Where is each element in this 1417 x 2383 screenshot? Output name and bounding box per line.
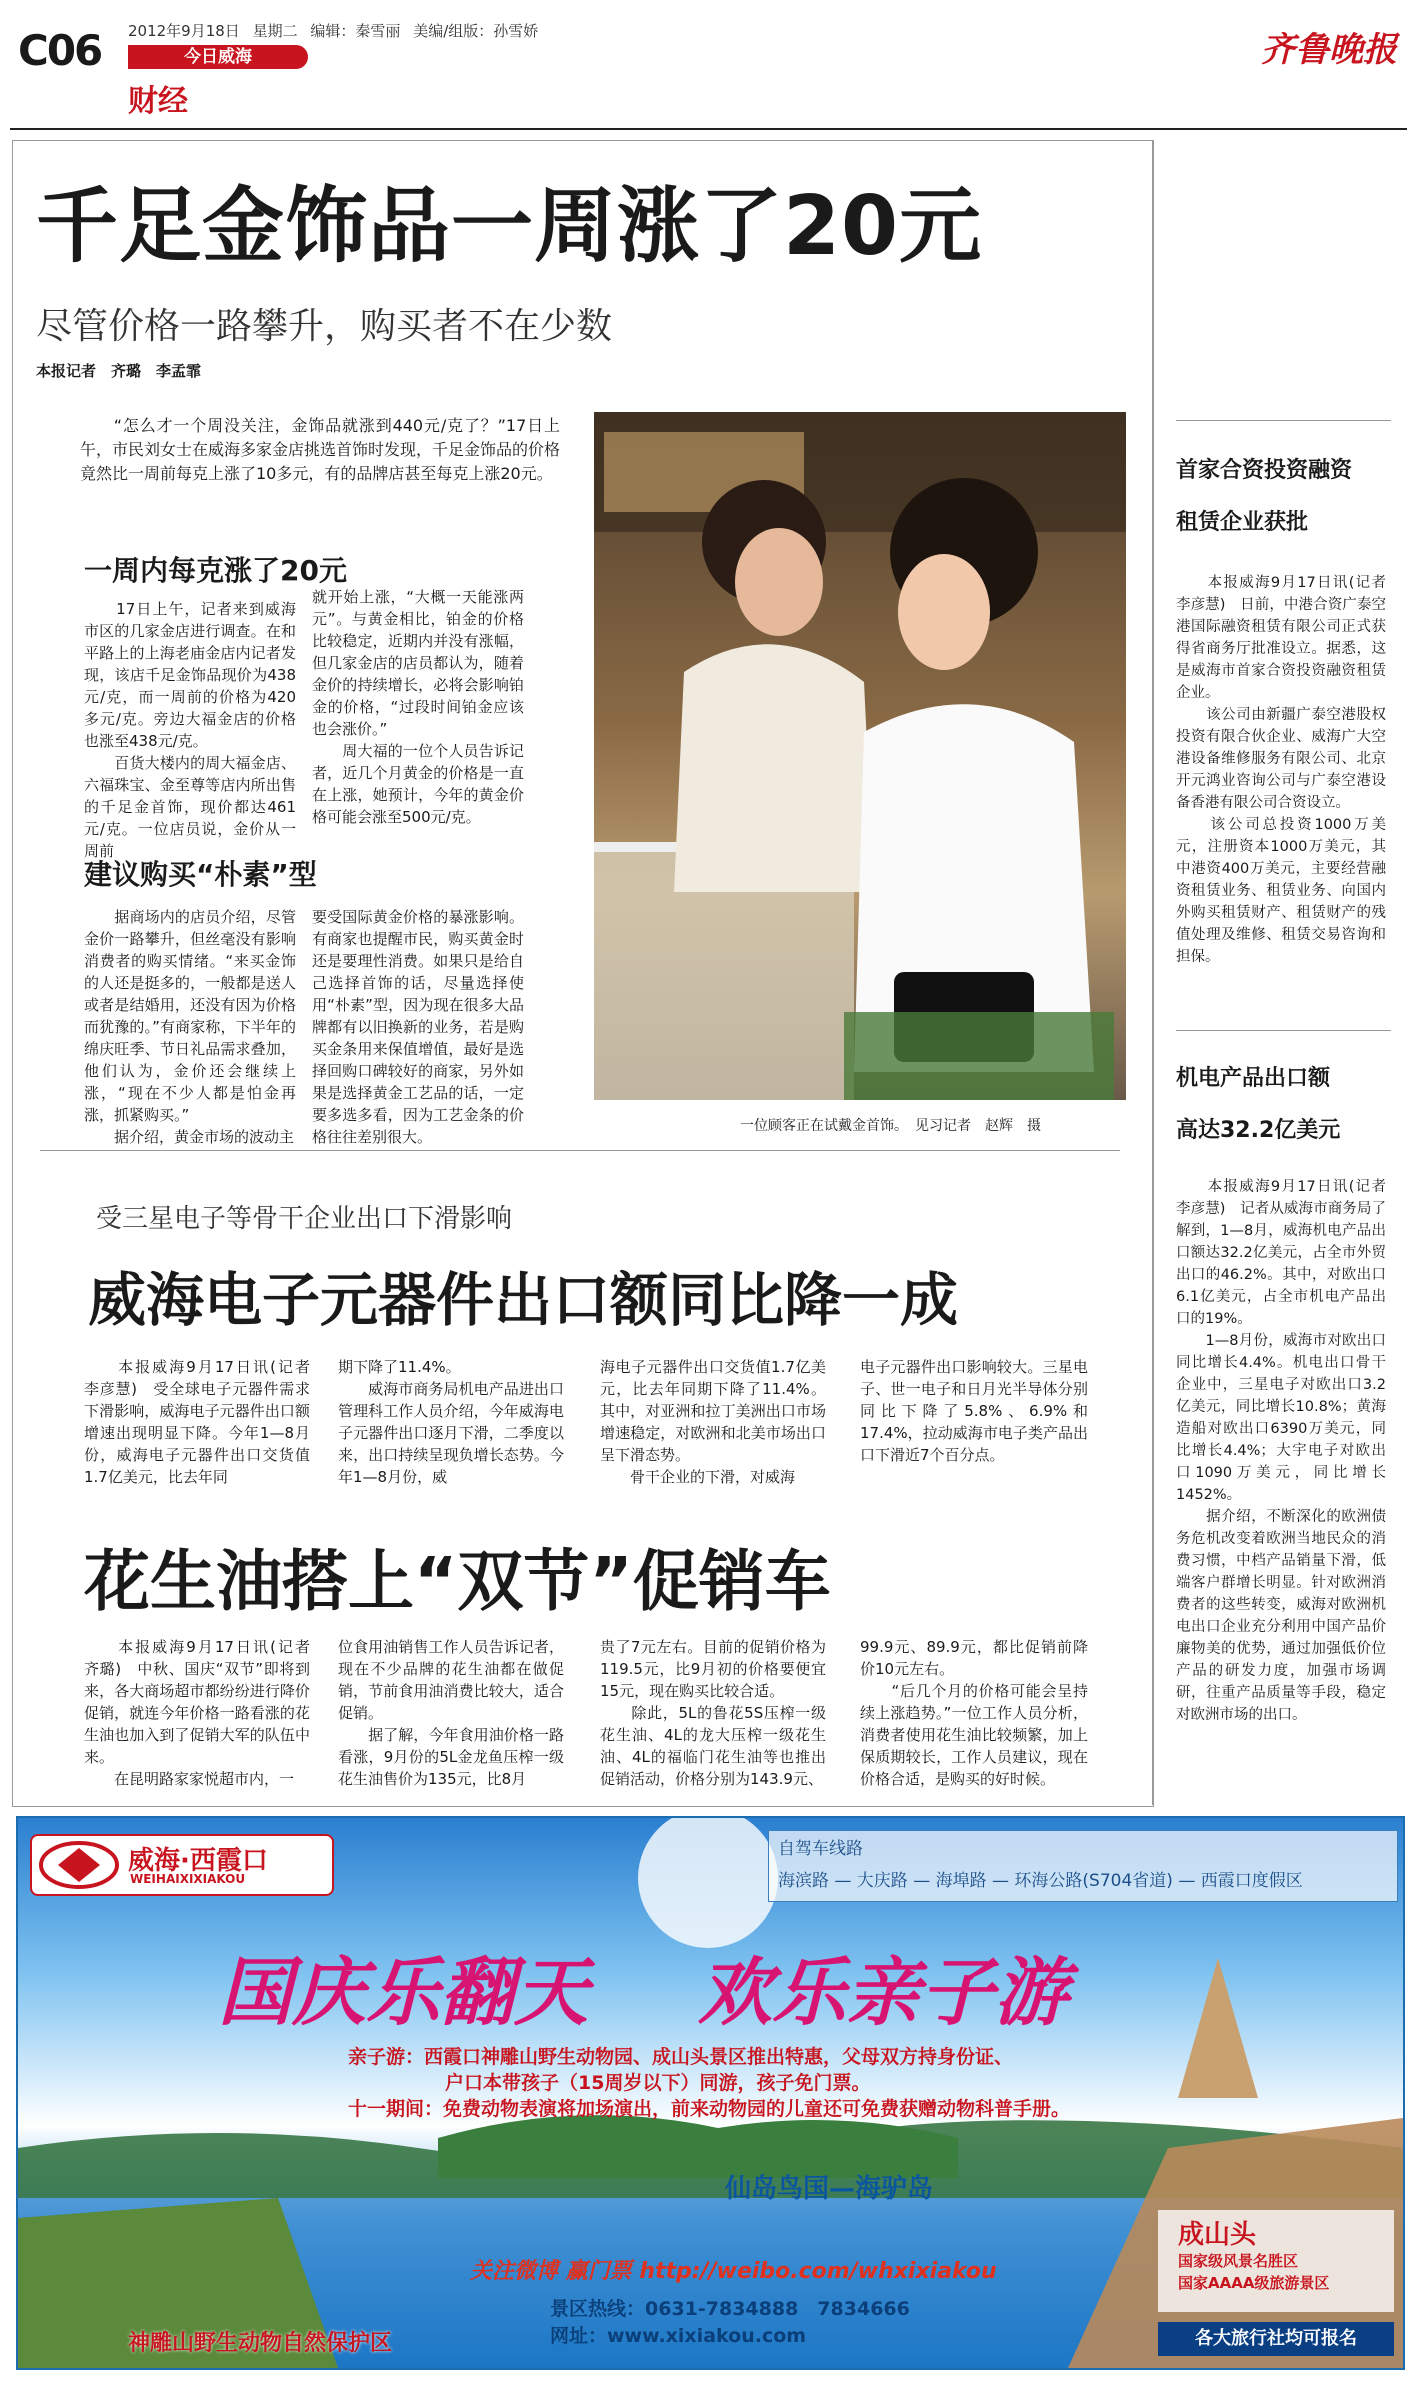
ad-offer-line-2: 户口本带孩子（15周岁以下）同游，孩子免门票。: [445, 2072, 871, 2094]
issue-info: [128, 20, 546, 41]
story1-lead: “怎么才一个周没关注，金饰品就涨到440元/克了？”17日上午，市民刘女士在威海多家金店挑选首饰时发现，千足金饰品的价格竟然比一周前每克上涨了10多元，有的品牌店甚至每克上涨20元。: [80, 416, 561, 483]
story2-kicker: 受三星电子等骨干企业出口下滑影响: [96, 1204, 513, 1234]
story2-col-a: 本报威海9月17日讯(记者 李彦慧) 受全球电子元器件需求下滑影响，威海电子元器件出口额增速出现明显下降。今年1—8月份，威海电子元器件出口交货值1.7亿美元，比去年同: [84, 1358, 326, 1486]
brief2-title-line1: 机电产品出口额: [1176, 1066, 1331, 1091]
brief1-title: [1176, 445, 1352, 549]
story1-col-1b: 就开始上涨，“大概一天能涨两元”。与黄金相比，铂金的价格比较稳定，近期内并没有涨幅，但几家金店的店员都认为，随着金价的持续增长，必将会影响铂金的价格，“过段时间铂金应该也会涨价。” 周大福的一位个人员告诉记者，近几个月黄金的价格是一直在上涨，她预计，今年的黄金价格可能会涨至500元/克。: [312, 588, 524, 826]
page-number: C06: [18, 26, 102, 75]
chengshan-sub-1: 国家级风景名胜区: [1178, 2252, 1299, 2270]
ad-offer-line-1: 亲子游：西霞口神雕山野生动物园、成山头景区推出特惠，父母双方持身份证、: [348, 2046, 1014, 2068]
photo-illustration: [594, 412, 1126, 1100]
issue-weekday: 星期二: [252, 22, 298, 40]
brief1-title-line1: 首家合资投资融资: [1176, 458, 1353, 483]
designer-credit: 美编/组版：孙雪娇: [413, 22, 539, 40]
brief1-title-line2: 租赁企业获批: [1176, 510, 1309, 535]
story1-byline: 本报记者 齐璐 李孟霏: [36, 362, 202, 380]
ad-park-name: 神雕山野生动物自然保护区: [128, 2331, 393, 2356]
ad-hotline: 景区热线：0631-7834888 7834666: [550, 2298, 910, 2320]
story1-subheadline: 尽管价格一路攀升，购买者不在少数: [36, 306, 613, 347]
story1-col-2b: 要受国际黄金价格的暴涨影响。有商家也提醒市民，购买黄金时还是要理性消费。如果只是给自己选择首饰的话，尽量选择使用“朴素”型，因为现在很多大品牌都有以旧换新的业务，若是购买金条用来保值增值，最好是选择回购口碑较好的商家，另外如果是选择黄金工艺品的话，一定要多选多看，因为工艺金条的价格往往差别很大。: [312, 908, 524, 1146]
ad-island-name: 仙岛鸟国—海驴岛: [725, 2174, 934, 2204]
ad-weibo: 关注微博 赢门票 http://weibo.com/whxixiakou: [470, 2259, 997, 2284]
column-divider: [1152, 140, 1153, 1805]
header-rule: [10, 128, 1407, 130]
ad-slogan-1: 国庆乐翻天: [218, 1950, 588, 2036]
story3-col-a: 本报威海9月17日讯(记者 齐璐) 中秋、国庆“双节”即将到来，各大商场超市都纷纷进行降价促销，就连今年价格一路看涨的花生油也加入到了促销大军的队伍中来。 在昆明路家家悦超市内，一: [84, 1638, 310, 1788]
story3-col-d: 99.9元、89.9元，都比促销前降价10元左右。 “后几个月的价格可能会呈持续上涨趋势。”一位工作人员分析，消费者使用花生油比较频繁，加上保质期较长，工作人员建议，现在价格合适，是购买的好时候。: [860, 1638, 1088, 1788]
route-title: 自驾车线路: [778, 1839, 863, 1859]
brief2-body: 本报威海9月17日讯(记者 李彦慧) 记者从威海市商务局了解到，1—8月，威海机电产品出口额达32.2亿美元，占全市外贸出口的46.2%。其中，对欧出口6.1亿美元，占全市机电产品出口的19%。 1—8月份，威海市对欧出口同比增长4.4%。机电出口骨干企业中，三星电子对欧出口3.2亿美元，同比增长10.8%；黄海造船对欧出口6390万美元，同比增长4.4%；大宇电子对欧出口1090万美元，同比增长1452%。 据介绍，不断深化的欧洲债务危机改变着欧洲当地民众的消费习惯，中档产品销量下滑，低端客户群增长明显。针对欧洲消费者的这些转变，威海对欧洲机电出口企业充分利用中国产品价廉物美的优势，通过加强低价位产品的研发力度，加强市场调研，往重产品质量等手段，稳定对欧洲市场的出口。: [1176, 1179, 1386, 1723]
brief2-title: [1176, 1053, 1340, 1157]
story1-col-1a: 17日上午，记者来到威海市区的几家金店进行调查。在和平路上的上海老庙金店内记者发现，该店千足金饰品现价为438元/克，而一周前的价格为420多元/克。旁边大福金店的价格也涨至438元/克。 百货大楼内的周大福金店、六福珠宝、金至尊等店内所出售的千足金首饰，现价都达461元/克。一位店员说，金价从一周前: [84, 600, 296, 860]
story1-subhead-2: 建议购买“朴素”型: [84, 858, 317, 891]
story1-subhead-1: 一周内每克涨了20元: [84, 554, 347, 587]
story3-col-b: 位食用油销售工作人员告诉记者，现在不少品牌的花生油都在做促销，节前食用油消费比较大，适合促销。 据了解，今年食用油价格一路看涨，9月份的5L金龙鱼压榨一级花生油售价为135元，比8月: [338, 1638, 564, 1788]
story1-headline: 千足金饰品一周涨了20元: [36, 179, 983, 274]
xixiakou-logo-icon: [38, 1840, 120, 1890]
chengshan-title: 成山头: [1178, 2220, 1257, 2250]
ad-slogan-2: 欢乐亲子游: [698, 1950, 1068, 2036]
story2-col-b: 期下降了11.4%。 威海市商务局机电产品进出口管理科工作人员介绍，今年威海电子元器件出口逐月下滑，二季度以来，出口持续呈现负增长态势。今年1—8月份，威: [338, 1358, 564, 1486]
tourism-ad: [16, 1816, 1405, 2370]
chengshan-sub-2: 国家AAAA级旅游景区: [1178, 2274, 1330, 2292]
ad-logo-english: WEIHAIXIXIAKOU: [130, 1872, 246, 1886]
route-text: 海滨路 — 大庆路 — 海埠路 — 环海公路(S704省道) — 西霞口度假区: [778, 1871, 1303, 1891]
section-tag: 今日威海: [128, 45, 308, 69]
story1-col-2a: 据商场内的店员介绍，尽管金价一路攀升，但丝毫没有影响消费者的购买情绪。“来买金饰的人还是挺多的，一般都是送人或者是结婚用，还没有因为价格而犹豫的。”有商家称，下半年的绵庆旺季、节日礼品需求叠加，他们认为，金价还会继续上涨，“现在不少人都是怕金再涨，抓紧购买。” 据介绍，黄金市场的波动主: [84, 908, 296, 1146]
newspaper-logo: 齐鲁晚报: [1261, 30, 1397, 70]
agency-banner: 各大旅行社均可报名: [1158, 2322, 1394, 2356]
ad-website: 网址：www.xixiakou.com: [550, 2325, 807, 2347]
right-rule-top: [1176, 420, 1391, 421]
issue-date: 2012年9月18日: [128, 22, 240, 40]
story3-headline: 花生油搭上“双节”促销车: [84, 1543, 831, 1620]
story2-col-d: 电子元器件出口影响较大。三星电子、世一电子和日月光半导体分别同比下降了5.8%、6.9%和17.4%，拉动威海市电子类产品出口下滑近7个百分点。: [860, 1358, 1088, 1464]
brief1-body: 本报威海9月17日讯(记者 李彦慧) 日前，中港合资广泰空港国际融资租赁有限公司正式获得省商务厅批准设立。据悉，这是威海市首家合资投资融资租赁企业。 该公司由新疆广泰空港股权投资有限合伙企业、威海广大空港设备维修服务有限公司、北京开元鸿业咨询公司与广泰空港设备香港有限公司合资设立。 该公司总投资1000万美元，注册资本1000万美元，其中港资400万美元，主要经营融资租赁业务、租赁业务、向国内外购买租赁财产、租赁财产的残值处理及维修、租赁交易咨询和担保。: [1176, 575, 1386, 965]
right-rule-mid: [1176, 1030, 1391, 1031]
photo-caption: 一位顾客正在试戴金首饰。 见习记者 赵辉 摄: [740, 1118, 1041, 1134]
story2-headline: 威海电子元器件出口额同比降一成: [88, 1266, 959, 1334]
brief2-title-line2: 高达32.2亿美元: [1176, 1118, 1341, 1143]
section-rule: [40, 1150, 1120, 1151]
story2-col-c: 海电子元器件出口交货值1.7亿美元，比去年同期下降了11.4%。其中，对亚洲和拉丁美洲出口市场增速稳定，对欧洲和北美市场出口呈下滑态势。 骨干企业的下滑，对威海: [600, 1358, 826, 1486]
ad-offer-line-3: 十一期间：免费动物表演将加场演出，前来动物园的儿童还可免费获赠动物科普手册。: [348, 2098, 1071, 2120]
editor-credit: 编辑：秦雪丽: [310, 22, 401, 40]
ad-logo-text: 威海·西霞口: [128, 1846, 268, 1876]
section-title: 财经: [128, 84, 188, 119]
news-photo: [594, 412, 1126, 1100]
story3-col-c: 贵了7元左右。目前的促销价格为119.5元，比9月初的价格要便宜15元，现在购买比较合适。 除此，5L的鲁花5S压榨一级花生油、4L的龙大压榨一级花生油、4L的福临门花生油等也推出促销活动，价格分别为143.9元、: [600, 1638, 826, 1788]
